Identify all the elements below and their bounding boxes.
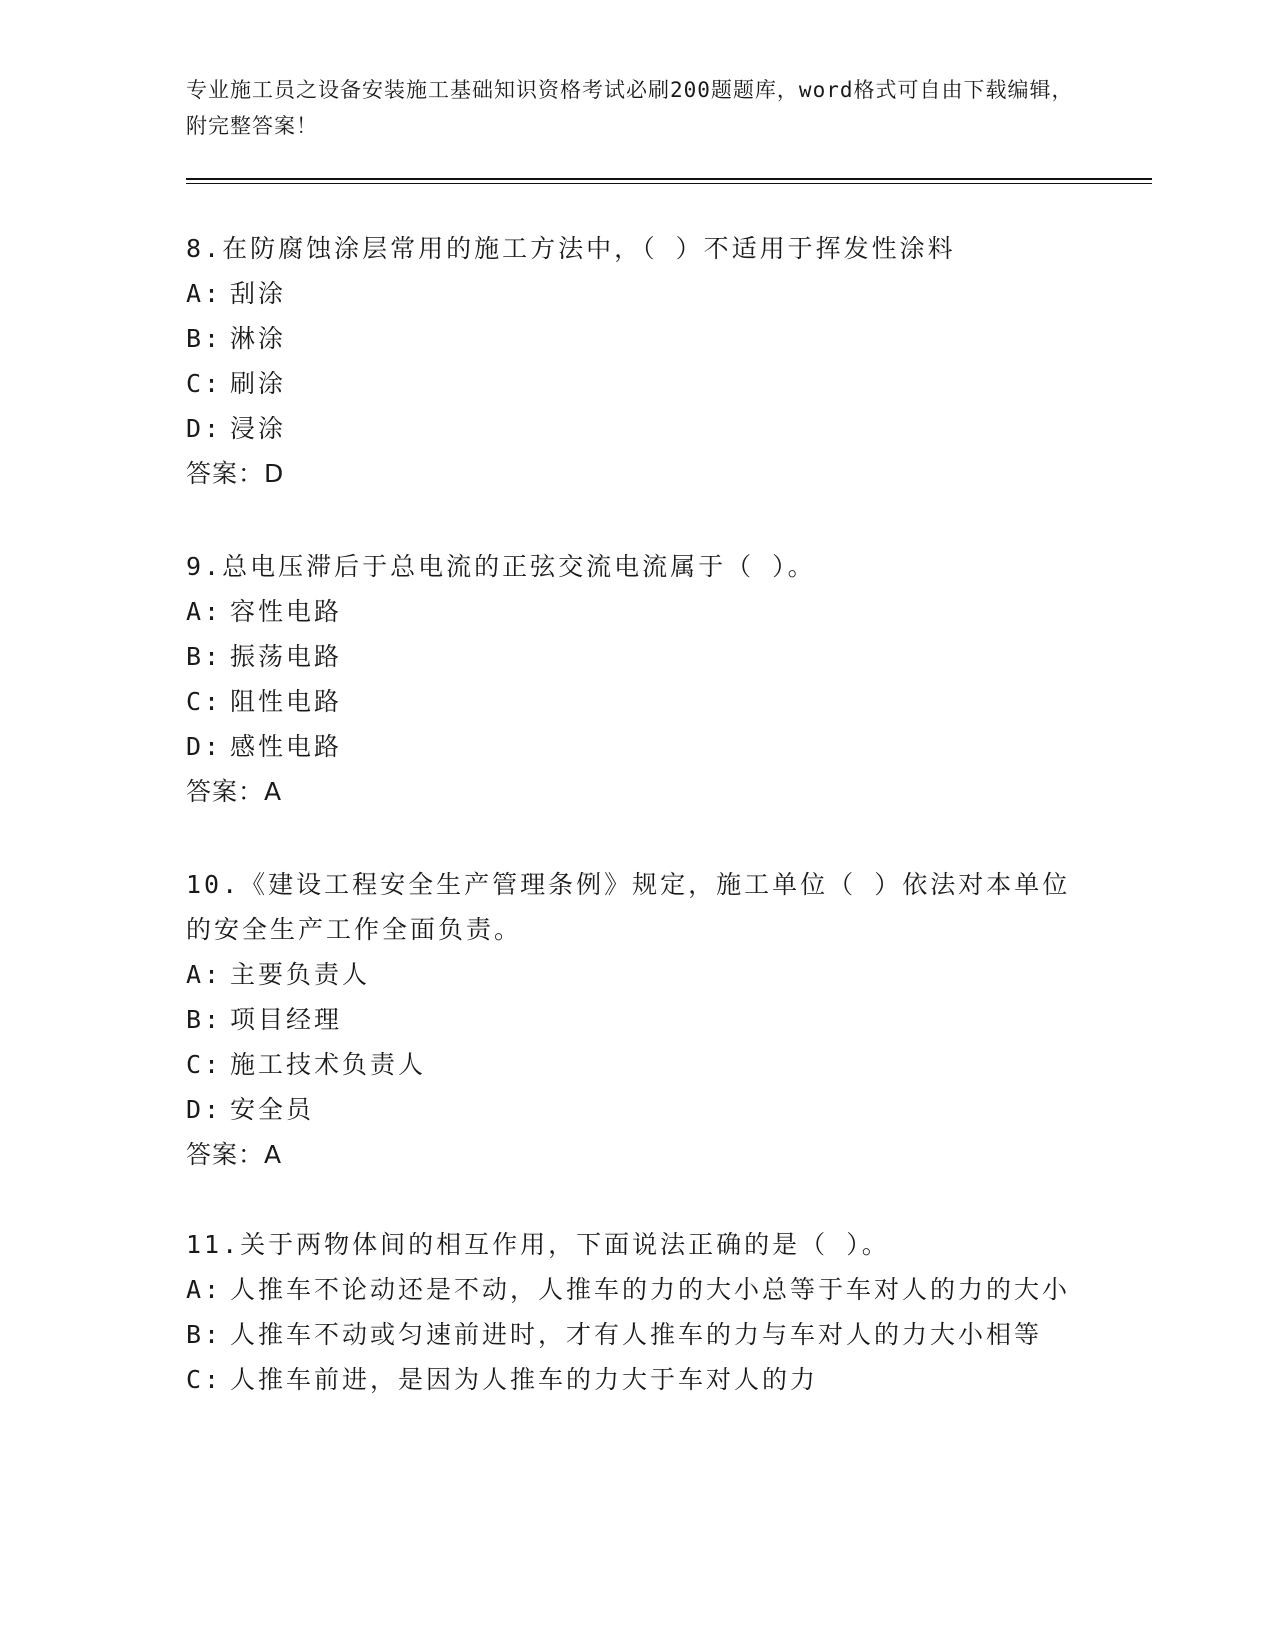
option-letter: A: [186,1275,223,1304]
question-stem: 10.《建设工程安全生产管理条例》规定，施工单位（ ）依法对本单位的安全生产工作全面负责。 [186,870,1071,944]
option-b [186,1312,1086,1357]
option-letter: B: [186,1005,223,1034]
question-stem: 11.关于两物体间的相互作用，下面说法正确的是（ ）。 [186,1230,890,1259]
option-d [186,406,1086,451]
option-text: 刮涂 [230,279,287,308]
question-9 [186,544,1086,814]
option-b [186,316,1086,361]
header-rule-thick [186,178,1152,180]
option-letter: B: [186,324,223,353]
header-rule-thin [186,183,1152,184]
option-text: 项目经理 [230,1005,343,1034]
question-stem: 8.在防腐蚀涂层常用的施工方法中，（ ）不适用于挥发性涂料 [186,234,956,263]
header-title: 专业施工员之设备安装施工基础知识资格考试必刷200题题库，word格式可自由下载编辑，附完整答案！ [186,78,1074,138]
option-c [186,679,1086,724]
option-text: 人推车前进，是因为人推车的力大于车对人的力 [230,1365,819,1394]
option-text: 阻性电路 [230,687,343,716]
option-letter: C: [186,1365,223,1394]
option-letter: B: [186,642,223,671]
option-c [186,361,1086,406]
option-c [186,1357,1086,1402]
option-d [186,1087,1086,1132]
answer-line: 答案：A [186,1140,283,1169]
option-a [186,589,1086,634]
option-text: 主要负责人 [230,960,371,989]
option-letter: B: [186,1320,223,1349]
option-letter: A: [186,279,223,308]
option-letter: D: [186,732,223,761]
option-text: 安全员 [230,1095,315,1124]
option-letter: C: [186,1050,223,1079]
option-text: 人推车不动或匀速前进时，才有人推车的力与车对人的力大小相等 [230,1320,1043,1349]
option-b [186,634,1086,679]
option-a [186,1267,1086,1312]
option-letter: D: [186,1095,223,1124]
answer-line: 答案：D [186,459,285,488]
option-letter: A: [186,960,223,989]
option-a [186,952,1086,997]
option-letter: C: [186,369,223,398]
option-b [186,997,1086,1042]
option-d [186,724,1086,769]
option-text: 感性电路 [230,732,343,761]
option-text: 容性电路 [230,597,343,626]
option-letter: A: [186,597,223,626]
question-8 [186,226,1086,496]
option-text: 浸涂 [230,414,287,443]
question-11 [186,1222,1086,1402]
document-header [186,72,1086,144]
option-letter: D: [186,414,223,443]
question-stem: 9.总电压滞后于总电流的正弦交流电流属于（ ）。 [186,552,816,581]
option-a [186,271,1086,316]
option-text: 施工技术负责人 [230,1050,427,1079]
answer-line: 答案：A [186,777,283,806]
option-c [186,1042,1086,1087]
option-text: 刷涂 [230,369,287,398]
question-10 [186,862,1086,1177]
option-letter: C: [186,687,223,716]
option-text: 淋涂 [230,324,287,353]
option-text: 振荡电路 [230,642,343,671]
option-text: 人推车不论动还是不动，人推车的力的大小总等于车对人的力的大小 [230,1275,1071,1304]
